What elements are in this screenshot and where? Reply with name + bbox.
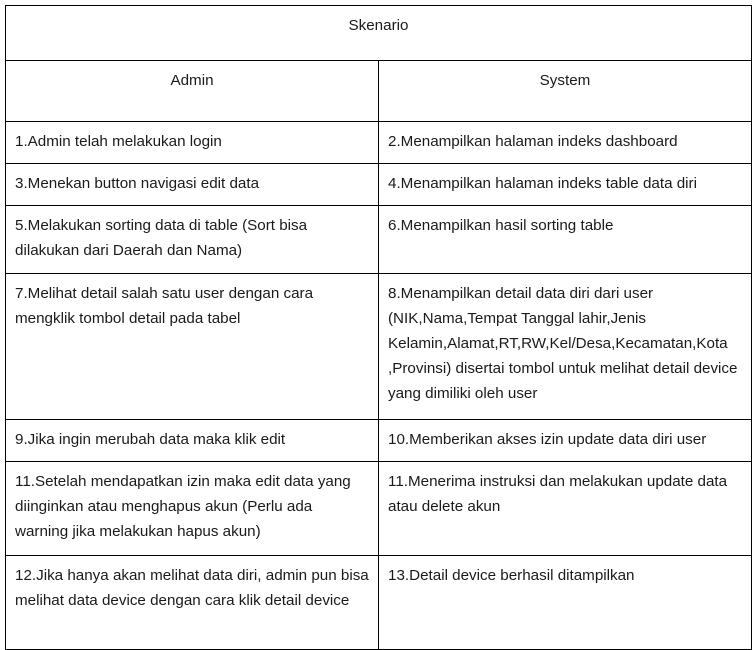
table-row (6, 122, 752, 164)
table-row (6, 274, 752, 420)
cell-admin-step-11: 11.Setelah mendapatkan izin maka edit data yang diinginkan atau menghapus akun (Perlu ada warning jika melakukan hapus akun) (6, 462, 379, 556)
cell-system-step-13: 13.Detail device berhasil ditampilkan (379, 556, 752, 650)
scenario-table (5, 5, 752, 650)
cell-system-step-4: 4.Menampilkan halaman indeks table data diri (379, 164, 752, 206)
cell-admin-step-12: 12.Jika hanya akan melihat data diri, admin pun bisa melihat data device dengan cara klik detail device (6, 556, 379, 650)
cell-system-step-8: 8.Menampilkan detail data diri dari user (NIK,Nama,Tempat Tanggal lahir,Jenis Kelamin,Alamat,RT,RW,Kel/Desa,Kecamatan,Kota ,Provinsi) disertai tombol untuk melihat detail device yang dimiliki oleh user (379, 274, 752, 420)
table-title: Skenario (6, 6, 752, 61)
table-row (6, 164, 752, 206)
cell-system-step-6: 6.Menampilkan hasil sorting table (379, 206, 752, 274)
table-row (6, 420, 752, 462)
table-row (6, 462, 752, 556)
cell-admin-step-1: 1.Admin telah melakukan login (6, 122, 379, 164)
cell-admin-step-7: 7.Melihat detail salah satu user dengan cara mengklik tombol detail pada tabel (6, 274, 379, 420)
cell-admin-step-5: 5.Melakukan sorting data di table (Sort bisa dilakukan dari Daerah dan Nama) (6, 206, 379, 274)
table-header-row (6, 61, 752, 122)
table-row (6, 556, 752, 650)
column-header-admin: Admin (6, 61, 379, 122)
cell-admin-step-3: 3.Menekan button navigasi edit data (6, 164, 379, 206)
table-title-row (6, 6, 752, 61)
cell-system-step-10: 10.Memberikan akses izin update data diri user (379, 420, 752, 462)
cell-system-step-11: 11.Menerima instruksi dan melakukan update data atau delete akun (379, 462, 752, 556)
cell-admin-step-9: 9.Jika ingin merubah data maka klik edit (6, 420, 379, 462)
column-header-system: System (379, 61, 752, 122)
table-row (6, 206, 752, 274)
cell-system-step-2: 2.Menampilkan halaman indeks dashboard (379, 122, 752, 164)
scenario-table-body (6, 6, 752, 650)
